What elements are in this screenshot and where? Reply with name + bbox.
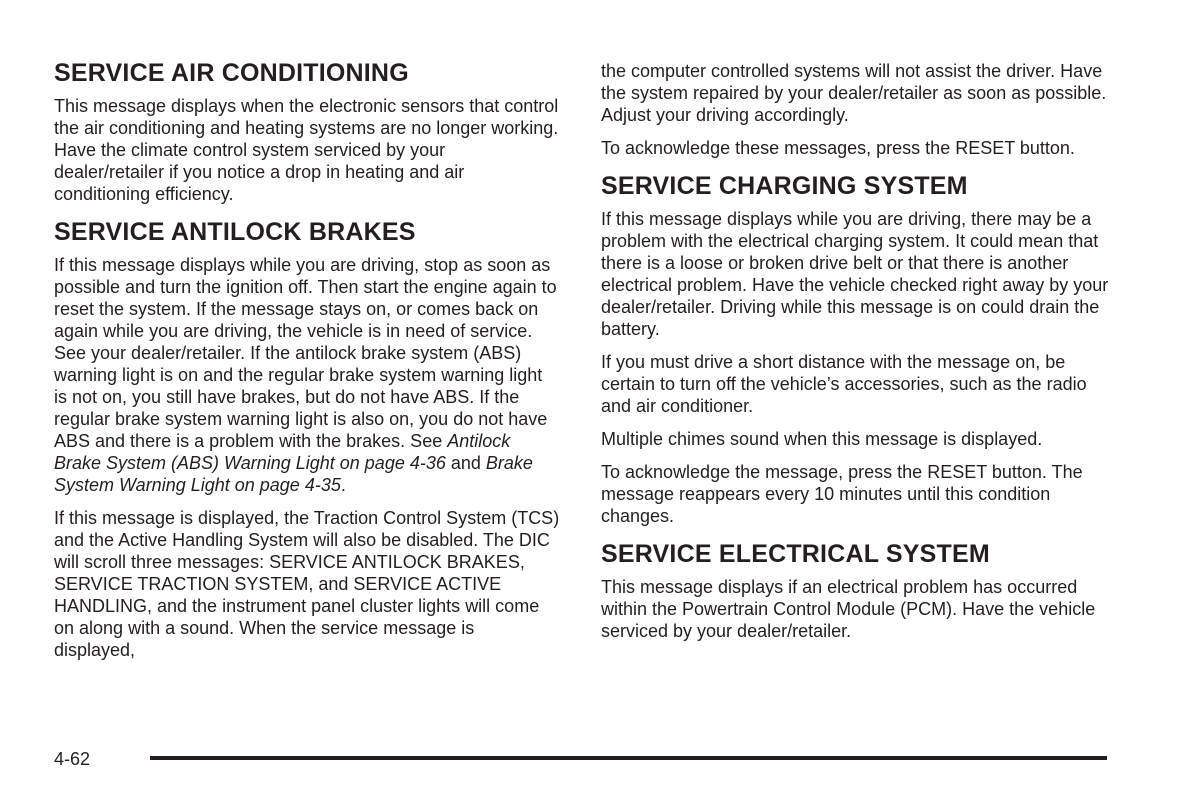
paragraph: If you must drive a short distance with the message on, be certain to turn off the vehicle’s accessories, such as the radio and air conditioner.	[601, 352, 1087, 416]
paragraph	[54, 254, 560, 496]
heading-service-antilock-brakes: SERVICE ANTILOCK BRAKES	[54, 218, 416, 246]
heading-service-charging-system: SERVICE CHARGING SYSTEM	[601, 172, 968, 200]
paragraph: the computer controlled systems will not assist the driver. Have the system repaired by your dealer/retailer as soon as possible. Adjust your driving accordingly.	[601, 61, 1107, 125]
paragraph: This message displays if an electrical problem has occurred within the Powertrain Control Module (PCM). Have the vehicle serviced by your dealer/retailer.	[601, 577, 1096, 641]
cross-reference-brake-system-warning-light: Brake System Warning Light on page 4-35	[54, 453, 533, 495]
paragraph-text: .	[340, 475, 346, 495]
section-continued	[601, 60, 1121, 159]
cross-reference-abs-warning-light: Antilock Brake System (ABS) Warning Light on page 4-36	[54, 431, 511, 473]
page-number: 4-62	[54, 749, 91, 769]
paragraph: This message displays when the electronic sensors that control the air conditioning and heating systems are no longer working. Have the climate control system serviced by your dealer/retailer if you notice a drop in heating and air conditioning efficiency.	[54, 96, 559, 204]
paragraph: If this message displays while you are driving, there may be a problem with the electrical charging system. It could mean that there is a loose or broken drive belt or that there is another electrical problem. Have the vehicle checked right away by your dealer/retailer. Driving while this message is on could drain the battery.	[601, 209, 1109, 339]
paragraph: To acknowledge the message, press the RESET button. The message reappears every 10 minutes until this condition changes.	[601, 462, 1083, 526]
left-column	[54, 58, 560, 673]
paragraph: To acknowledge these messages, press the RESET button.	[601, 138, 1075, 158]
right-column	[601, 60, 1121, 654]
heading-service-electrical-system: SERVICE ELECTRICAL SYSTEM	[601, 540, 990, 568]
section-service-electrical-system	[601, 539, 1121, 642]
section-service-charging-system	[601, 171, 1121, 527]
heading-service-air-conditioning: SERVICE AIR CONDITIONING	[54, 59, 409, 87]
footer-rule	[150, 756, 1107, 760]
paragraph-text: If this message displays while you are driving, stop as soon as possible and turn the ignition off. Then start the engine again to reset the system. If the message stays on, or comes back on again while you are driving, the vehicle is in need of service. See your dealer/retailer. If the antilock brake system (ABS) warning light is on and the regular brake system warning light is not on, you still have brakes, but do not have ABS. If the regular brake system warning light is also on, you do not have ABS and there is a problem with the brakes. See	[54, 255, 557, 451]
paragraph: Multiple chimes sound when this message is displayed.	[601, 429, 1043, 449]
section-service-air-conditioning	[54, 58, 560, 205]
paragraph-text: and	[445, 453, 486, 473]
paragraph: If this message is displayed, the Traction Control System (TCS) and the Active Handling System will also be disabled. The DIC will scroll three messages: SERVICE ANTILOCK BRAKES, SERVICE TRACTION SYSTEM, and SERVICE ACTIVE HANDLING, and the instrument panel cluster lights will come on along with a sound. When the service message is displayed,	[54, 508, 560, 660]
section-service-antilock-brakes	[54, 217, 560, 661]
